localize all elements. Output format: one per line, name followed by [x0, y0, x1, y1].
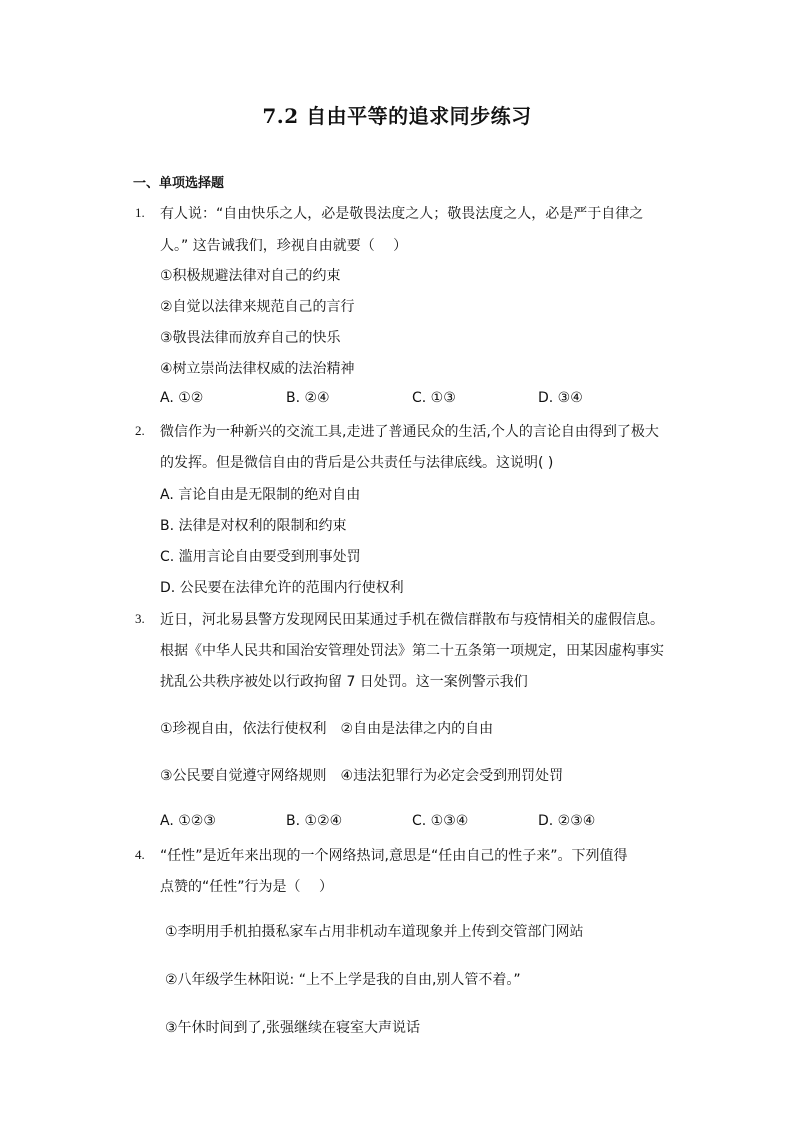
- option-b: B. 法律是对权利的限制和约束: [160, 518, 347, 534]
- option-a: A. ①②③: [160, 813, 216, 829]
- section-heading: 一、单项选择题: [133, 176, 225, 191]
- option-b: B. ②④: [286, 390, 330, 406]
- question-text-line: “任性”是近年来出现的一个网络热词,意思是“任由自己的性子来”。下列值得: [160, 848, 628, 864]
- question-text-line: 点赞的“任性”行为是（ ）: [160, 879, 333, 895]
- question-text-line: 根据《中华人民共和国治安管理处罚法》第二十五条第一项规定，田某因虚构事实: [160, 643, 664, 659]
- option-c: C. ①③: [412, 390, 456, 406]
- question-number: 1.: [135, 205, 145, 220]
- statement: ①李明用手机拍摄私家车占用非机动车道现象并上传到交管部门网站: [165, 924, 584, 940]
- question-text-line: 人。” 这告诫我们，珍视自由就要（ ）: [160, 238, 408, 254]
- statement: ③公民要自觉遵守网络规则 ④违法犯罪行为必定会受到刑罚处罚: [160, 768, 564, 784]
- option-a: A. 言论自由是无限制的绝对自由: [160, 487, 361, 503]
- question-text-line: 有人说：“自由快乐之人，必是敬畏法度之人；敬畏法度之人，必是严于自律之: [160, 206, 644, 222]
- statement: ①珍视自由，依法行使权利 ②自由是法律之内的自由: [160, 721, 494, 737]
- question-text-line: 近日，河北易县警方发现网民田某通过手机在微信群散布与疫情相关的虚假信息。: [160, 612, 664, 628]
- option-a: A. ①②: [160, 390, 204, 406]
- statement: ②八年级学生林阳说: “上不上学是我的自由,别人管不着。”: [165, 972, 521, 988]
- question-number: 2.: [135, 423, 145, 438]
- option-d: D. ②③④: [538, 813, 596, 829]
- statement: ③敬畏法律而放弃自己的快乐: [160, 330, 341, 346]
- question-text-line: 扰乱公共秩序被处以行政拘留 7 日处罚。这一案例警示我们: [160, 674, 528, 690]
- statement: ④树立崇尚法律权威的法治精神: [160, 361, 355, 377]
- question-number: 3.: [135, 611, 145, 626]
- option-d: D. 公民要在法律允许的范围内行使权利: [160, 580, 404, 596]
- option-d: D. ③④: [538, 390, 583, 406]
- question-number: 4.: [135, 847, 145, 862]
- statement: ③午休时间到了,张强继续在寝室大声说话: [165, 1020, 420, 1036]
- document-title: 7.2 自由平等的追求同步练习: [262, 104, 532, 128]
- option-c: C. 滥用言论自由要受到刑事处罚: [160, 549, 361, 565]
- option-b: B. ①②④: [286, 813, 343, 829]
- option-c: C. ①③④: [412, 813, 469, 829]
- statement: ②自觉以法律来规范自己的言行: [160, 299, 355, 315]
- statement: ①积极规避法律对自己的约束: [160, 268, 341, 284]
- question-text-line: 微信作为一种新兴的交流工具,走进了普通民众的生活,个人的言论自由得到了极大: [160, 424, 659, 440]
- question-text-line: 的发挥。但是微信自由的背后是公共责任与法律底线。这说明( ): [160, 455, 554, 471]
